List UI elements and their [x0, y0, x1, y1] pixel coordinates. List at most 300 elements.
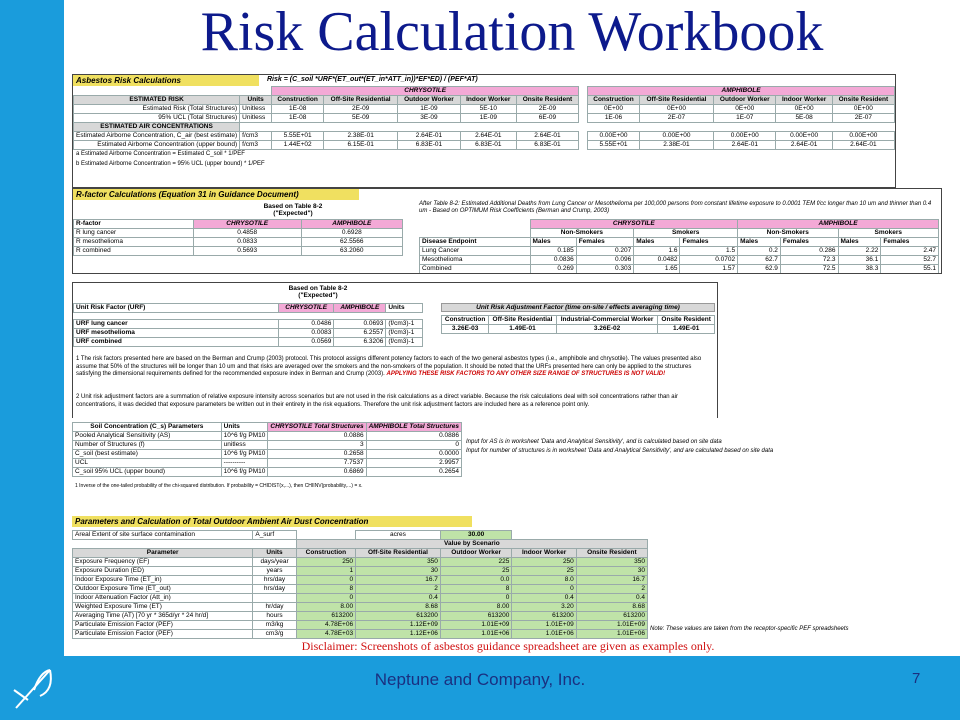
table-cell: 8.0	[512, 576, 576, 585]
table-cell: 0.6869	[268, 468, 366, 477]
table-row	[74, 114, 895, 123]
urf-note-1-warning: APPLYING THESE RISK FACTORS TO ANY OTHER SIZE RANGE OF STRUCTURES IS NOT VALID!	[386, 371, 666, 377]
table-row	[73, 567, 648, 576]
table-cell: Industrial-Commercial Worker	[556, 316, 658, 325]
params-header-row	[73, 549, 648, 558]
table-row	[73, 441, 462, 450]
table-cell: 350	[576, 558, 647, 567]
table-cell: 1E-06	[588, 114, 640, 123]
asbestos-risk-panel	[72, 74, 896, 188]
table-cell: 6.2557	[334, 329, 386, 338]
table-cell: Indoor Worker	[512, 549, 576, 558]
table-cell: Mesothelioma	[420, 256, 531, 265]
table-cell: 1E-07	[714, 114, 776, 123]
table-cell: Parameter	[73, 549, 253, 558]
table-cell: 1.6	[634, 247, 680, 256]
column-header: Off-Site Residential	[639, 96, 713, 105]
column-header: Indoor Worker	[776, 96, 832, 105]
table-row	[73, 621, 648, 630]
table-cell: 2E-07	[832, 114, 894, 123]
table-row	[73, 603, 648, 612]
table-cell: ----------	[221, 459, 268, 468]
asbestos-note-b: b Estimated Airborne Concentration = 95% UCL (upper bound) * 1/PEF	[76, 160, 265, 167]
table-cell: 0.0886	[366, 432, 461, 441]
table-cell: Construction	[442, 316, 489, 325]
table-row	[74, 105, 895, 114]
table-cell: 1.49E-01	[658, 325, 715, 334]
table-cell: 2	[576, 585, 647, 594]
table-cell: 1.01E+06	[440, 630, 511, 639]
soil-input-note: Input for AS is in worksheet 'Data and Analytical Sensitivity', and is calculated based on site data	[466, 439, 722, 445]
table-cell: 2.38E-01	[324, 132, 398, 141]
table-cell: Females	[881, 238, 939, 247]
table-cell: 0E+00	[588, 105, 640, 114]
t82-sub: Non-Smokers	[738, 229, 838, 238]
table-cell: 0.4	[356, 594, 441, 603]
table-cell: 2E-09	[324, 105, 398, 114]
table-cell: Indoor Exposure Time (ET_in)	[73, 576, 253, 585]
table-cell: 2.38E-01	[639, 141, 713, 150]
table-cell: hrs/day	[253, 576, 296, 585]
table-cell: 7.7537	[268, 459, 366, 468]
table-cell: C_soil 95% UCL (upper bound)	[73, 468, 222, 477]
table-cell: 0.269	[530, 265, 576, 274]
t82-sub: Smokers	[838, 229, 939, 238]
table-cell: Unitless	[240, 105, 272, 114]
column-header: Construction	[272, 96, 324, 105]
table-cell: 5E-08	[776, 114, 832, 123]
table-cell: 3.20	[512, 603, 576, 612]
table-cell: C_soil (best estimate)	[73, 450, 222, 459]
table-cell: 10^6 f/g PM10	[221, 468, 268, 477]
urf-col: Units	[386, 304, 423, 313]
table-cell: cm3/g	[253, 630, 296, 639]
table-cell: 250	[512, 558, 576, 567]
table-cell: 30	[576, 567, 647, 576]
table-cell: 0.0083	[279, 329, 334, 338]
table82-title: After Table 8-2: Estimated Additional Deaths from Lung Cancer or Mesothelioma per 100,000 persons from constant lifetime exposure to 0.0001 TEM f/cc longer than 10 um and thinner than 0.4 um - Based on OPTIMUM Risk Coefficients (Berman and Crump, 2003)	[419, 201, 932, 214]
table-cell: hr/day	[253, 603, 296, 612]
table-cell: URF lung cancer	[74, 320, 279, 329]
table-cell: Estimated Airborne Concentration, C_air (best estimate)	[74, 132, 240, 141]
table-cell: 2.64E-01	[776, 141, 832, 150]
table-cell: 0.0693	[334, 320, 386, 329]
table-cell: 0E+00	[832, 105, 894, 114]
table-row	[420, 265, 939, 274]
table-cell: 0.207	[576, 247, 634, 256]
adj-header-row	[442, 316, 715, 325]
table-cell: 0.185	[530, 247, 576, 256]
table-cell: 1E-08	[272, 105, 324, 114]
table-row	[73, 558, 648, 567]
column-header: Off-Site Residential	[324, 96, 398, 105]
table-cell: 0.0486	[279, 320, 334, 329]
soil-input-note	[466, 455, 862, 464]
table-cell: 5E-10	[460, 105, 516, 114]
table-cell: Off-Site Residential	[356, 549, 441, 558]
table-cell: 25	[512, 567, 576, 576]
params-table	[72, 530, 648, 639]
table-cell: 1.65	[634, 265, 680, 274]
t82-amphibole: AMPHIBOLE	[738, 220, 939, 229]
table-cell: 55.1	[881, 265, 939, 274]
table-cell: Outdoor Exposure Time (ET_out)	[73, 585, 253, 594]
table-cell: 0	[296, 576, 355, 585]
urf-note-1-text: 1 The risk factors presented here are based on the Berman and Crump (2003) protocol. This protocol assigns different potency factors to each of the two general asbestos types (i.e., amphibole and chrysotile). The values presented also assume that 50% of the structures will be longer than 10 um and that risks are averaged over the smokers and the non-smokers of the population. It should be noted that the URFs presented here can only be applied to the structures satisfying the dimensional requirements defined for the recommended exposure index in Berman and Crump (2003).	[76, 356, 702, 377]
table-cell: 1.01E+09	[512, 621, 576, 630]
table-cell: 3.26E-03	[442, 325, 489, 334]
table-cell: 3E-09	[398, 114, 460, 123]
table-cell: 0.2654	[366, 468, 461, 477]
table-cell: 0.286	[780, 247, 838, 256]
table-cell: 613200	[296, 612, 355, 621]
table-cell: (f/cm3)-1	[386, 329, 423, 338]
table-cell: 36.1	[838, 256, 881, 265]
table-cell: 10^6 f/g PM10	[221, 432, 268, 441]
table-cell: Females	[680, 238, 738, 247]
soil-footnote: 1 Inverse of the one-tailed probability of the chi-squared distribution. If probability = CHIDIST(x,...), then CHIINV(probability,...) = x.	[75, 483, 363, 489]
table-cell: 8.00	[296, 603, 355, 612]
t82-chrysotile: CHRYSOTILE	[530, 220, 738, 229]
table-cell: 8.00	[440, 603, 511, 612]
table-cell: Females	[780, 238, 838, 247]
table-cell: 613200	[440, 612, 511, 621]
slide-sidebar	[0, 0, 64, 720]
table-cell: 613200	[356, 612, 441, 621]
urf-col: AMPHIBOLE	[334, 304, 386, 313]
table-cell: 0.0833	[193, 238, 301, 247]
table-cell: 2.64E-01	[460, 132, 516, 141]
table-cell: Lung Cancer	[420, 247, 531, 256]
table-row	[74, 132, 895, 141]
table-cell: 0.00E+00	[588, 132, 640, 141]
asbestos-header-row	[74, 96, 895, 105]
table-cell: f/cm3	[240, 141, 272, 150]
table-cell: 72.3	[780, 256, 838, 265]
table-cell: (f/cm3)-1	[386, 338, 423, 347]
soil-label: Soil Concentration (C_s) Parameters	[73, 423, 222, 432]
areal-extent-row	[73, 531, 648, 540]
rfactor-heading: R-factor Calculations (Equation 31 in Guidance Document)	[73, 189, 359, 200]
table-cell: 0	[512, 585, 576, 594]
footer-company: Neptune and Company, Inc.	[374, 670, 586, 689]
table-cell: Combined	[420, 265, 531, 274]
table-row	[73, 468, 462, 477]
table-cell: Units	[253, 549, 296, 558]
table-cell: 613200	[512, 612, 576, 621]
table-cell: 0.5693	[193, 247, 301, 256]
table-cell: 62.5566	[301, 238, 402, 247]
table-cell: 1.57	[680, 265, 738, 274]
table-cell: 0E+00	[714, 105, 776, 114]
table-cell: 1E-09	[460, 114, 516, 123]
table-cell: Exposure Duration (ED)	[73, 567, 253, 576]
table-cell: 0.0886	[268, 432, 366, 441]
t82-sub: Smokers	[634, 229, 738, 238]
table-cell: Particulate Emission Factor (PEF)	[73, 630, 253, 639]
pef-note: Note: These values are taken from the receptor-specific PEF spreadsheets	[650, 626, 849, 632]
rfactor-panel	[72, 188, 942, 274]
soil-col: CHRYSOTILE Total Structures	[268, 423, 366, 432]
by-scenario: Value by Scenario	[296, 540, 647, 549]
table-cell: 0.2658	[268, 450, 366, 459]
table-cell	[253, 594, 296, 603]
urf-based: Based on Table 8-2 ("Expected")	[288, 285, 348, 299]
adj-title: Unit Risk Adjustment Factor (time on-site / effects averaging time)	[441, 303, 715, 312]
adj-table	[441, 315, 715, 334]
table-cell: R-factor	[74, 220, 194, 229]
table-cell: years	[253, 567, 296, 576]
urf-note-2: 2 Unit risk adjustment factors are a summation of relative exposure intensity across scenarios but are not used in the risk calculations as a direct variable. Because the risk calculations deal with soil concentrations rather than air concentrations, it was decided that exposure parameters be written out in their entirety in the risk equations. Therefore the unit risk adjustment factors are included here as a reference point only.	[76, 394, 678, 408]
table-cell: 95% UCL (Total Structures)	[74, 114, 240, 123]
soil-col: Units	[221, 423, 268, 432]
table-cell: Estimated Airborne Concentration (upper bound)	[74, 141, 240, 150]
table-cell: 0.096	[576, 256, 634, 265]
table-row	[73, 450, 462, 459]
soil-col: AMPHIBOLE Total Structures	[366, 423, 461, 432]
table-cell: URF mesothelioma	[74, 329, 279, 338]
column-header: Outdoor Worker	[714, 96, 776, 105]
table-cell: 0.0836	[530, 256, 576, 265]
table-cell: 2.64E-01	[398, 132, 460, 141]
table-cell: 0.0	[440, 576, 511, 585]
table-row	[74, 141, 895, 150]
spreadsheet-screenshots	[72, 74, 944, 652]
table82	[419, 219, 939, 274]
table-cell: acres	[356, 531, 441, 540]
table-cell: (f/cm3)-1	[386, 320, 423, 329]
table-row	[73, 585, 648, 594]
table-row	[73, 630, 648, 639]
table-cell: 1.5	[680, 247, 738, 256]
table-row	[74, 338, 423, 347]
asbestos-heading: Asbestos Risk Calculations	[73, 75, 259, 86]
soil-input-note: Input for number of structures is in worksheet 'Data and Analytical Sensitivity', and are calculated based on site data	[466, 447, 774, 454]
table-row	[74, 320, 423, 329]
chrysotile-group: CHRYSOTILE	[272, 87, 579, 96]
table-cell: 0.00E+00	[714, 132, 776, 141]
soil-table	[72, 422, 462, 477]
table-cell: 0.00E+00	[832, 132, 894, 141]
table-cell: 0.0000	[366, 450, 461, 459]
table-cell: 30	[356, 567, 441, 576]
table-cell: 0.6928	[301, 229, 402, 238]
table-cell: 8	[440, 585, 511, 594]
table-cell: Particulate Emission Factor (PEF)	[73, 621, 253, 630]
areal-value: 30.00	[440, 531, 511, 540]
table-cell: Onsite Resident	[576, 549, 647, 558]
column-header: Onsite Resident	[832, 96, 894, 105]
amphibole-group: AMPHIBOLE	[588, 87, 895, 96]
urf-panel	[72, 282, 718, 432]
table-cell: 6.83E-01	[398, 141, 460, 150]
table-cell: R combined	[74, 247, 194, 256]
table-cell: 16.7	[576, 576, 647, 585]
table-cell: 1.12E+06	[356, 630, 441, 639]
soil-input-note	[466, 464, 862, 473]
urf-label: Unit Risk Factor (URF)	[74, 304, 279, 313]
table-cell: Males	[530, 238, 576, 247]
table-cell: 350	[356, 558, 441, 567]
table-cell: 6.15E-01	[324, 141, 398, 150]
t82-sub: Non-Smokers	[530, 229, 634, 238]
table-cell: 2.22	[838, 247, 881, 256]
table-cell: 0.4858	[193, 229, 301, 238]
table-cell: 72.5	[780, 265, 838, 274]
table-cell: 0	[296, 594, 355, 603]
table-row	[73, 612, 648, 621]
disclaimer: Disclaimer: Screenshots of asbestos guidance spreadsheet are given as examples only.	[301, 639, 715, 653]
table-cell: 250	[296, 558, 355, 567]
table-cell: 1.49E-01	[489, 325, 557, 334]
table-cell: 2	[356, 585, 441, 594]
table-cell: 1E-09	[398, 105, 460, 114]
table-row	[74, 229, 403, 238]
table-cell: R mesothelioma	[74, 238, 194, 247]
column-header: Indoor Worker	[460, 96, 516, 105]
rfactor-table	[73, 219, 403, 256]
table-row	[73, 432, 462, 441]
table-cell: 2.47	[881, 247, 939, 256]
table-row	[420, 247, 939, 256]
table-cell: Construction	[296, 549, 355, 558]
table-cell: 4.78E+03	[296, 630, 355, 639]
risk-formula: Risk = (C_soil *URF*(ET_out*(ET_in*ATT_in))*EF*ED) / (PEF*AT)	[267, 76, 478, 83]
table-cell: 0.00E+00	[776, 132, 832, 141]
table-cell: 5.55E+01	[272, 132, 324, 141]
table-row	[73, 459, 462, 468]
est-risk-heading: ESTIMATED RISK	[74, 96, 240, 105]
params-heading: Parameters and Calculation of Total Outdoor Ambient Air Dust Concentration	[72, 516, 472, 527]
table-cell: 5.55E+01	[588, 141, 640, 150]
table-cell: 1.01E+06	[512, 630, 576, 639]
table-cell: 1E-08	[272, 114, 324, 123]
column-header: Units	[240, 96, 272, 105]
table-cell: Disease Endpoint	[420, 238, 531, 247]
table-cell: Unitless	[240, 114, 272, 123]
table-cell: 52.7	[881, 256, 939, 265]
column-header: Outdoor Worker	[398, 96, 460, 105]
table-cell: 0.303	[576, 265, 634, 274]
table-cell: Averaging Time (AT) [70 yr * 365d/yr * 24 hr/d]	[73, 612, 253, 621]
table-cell: 0.4	[512, 594, 576, 603]
table-cell: Males	[634, 238, 680, 247]
table-cell: UCL	[73, 459, 222, 468]
table-cell: CHRYSOTILE	[193, 220, 301, 229]
table-cell: Onsite Resident	[658, 316, 715, 325]
table-row	[73, 576, 648, 585]
table-cell: Off-Site Residential	[489, 316, 557, 325]
table-cell: 0E+00	[639, 105, 713, 114]
table-cell: Areal Extent of site surface contamination	[73, 531, 253, 540]
table-cell: 0.0702	[680, 256, 738, 265]
table-cell: AMPHIBOLE	[301, 220, 402, 229]
rfactor-header-row	[74, 220, 403, 229]
table-row	[74, 238, 403, 247]
table-cell: 8.68	[576, 603, 647, 612]
table-row	[420, 256, 939, 265]
adj-values-row	[442, 325, 715, 334]
table-cell: 2.9957	[366, 459, 461, 468]
table-cell: 1.12E+09	[356, 621, 441, 630]
table-cell: 1.01E+09	[440, 621, 511, 630]
est-air-heading: ESTIMATED AIR CONCENTRATIONS	[74, 123, 240, 132]
table-cell: 0.00E+00	[639, 132, 713, 141]
table-cell: 62.7	[738, 256, 781, 265]
table-cell: 6.83E-01	[460, 141, 516, 150]
asbestos-note-a: a Estimated Airborne Concentration = Estimated C_soil * 1/PEF	[76, 151, 245, 157]
soil-panel	[72, 418, 862, 498]
table-cell: Estimated Risk (Total Structures)	[74, 105, 240, 114]
table-cell: m3/kg	[253, 621, 296, 630]
table-cell: days/year	[253, 558, 296, 567]
table-cell: 25	[440, 567, 511, 576]
table-cell: 16.7	[356, 576, 441, 585]
table-cell: URF combined	[74, 338, 279, 347]
table-cell: 2E-09	[516, 105, 578, 114]
table-cell: hours	[253, 612, 296, 621]
table-cell: Weighted Exposure Time (ET)	[73, 603, 253, 612]
table-cell: 6.83E-01	[516, 141, 578, 150]
table-cell: 8	[296, 585, 355, 594]
table-cell: 38.3	[838, 265, 881, 274]
table-cell: 0	[366, 441, 461, 450]
table-cell: 2.64E-01	[516, 132, 578, 141]
table-cell: 3.26E-02	[556, 325, 658, 334]
urf-note-1	[73, 355, 715, 380]
table-cell: 63.2060	[301, 247, 402, 256]
slide-title: Risk Calculation Workbook	[200, 1, 824, 63]
table-cell: hrs/day	[253, 585, 296, 594]
table-cell: 0.2	[738, 247, 781, 256]
table-cell: 0	[440, 594, 511, 603]
table-cell: Indoor Attenuation Factor (Att_in)	[73, 594, 253, 603]
table-cell: 5E-09	[324, 114, 398, 123]
table-cell: 8.68	[356, 603, 441, 612]
table-cell: 2.64E-01	[714, 141, 776, 150]
table-row	[73, 594, 648, 603]
table-cell: 613200	[576, 612, 647, 621]
table-cell: 1	[296, 567, 355, 576]
table-cell: Females	[576, 238, 634, 247]
table-cell: 1.01E+09	[576, 621, 647, 630]
table-cell: 0.0569	[279, 338, 334, 347]
table-cell: f/cm3	[240, 132, 272, 141]
table-cell: 225	[440, 558, 511, 567]
column-header: Onsite Resident	[516, 96, 578, 105]
urf-table	[73, 303, 423, 347]
table-row	[74, 247, 403, 256]
soil-input-note	[466, 472, 862, 481]
table-cell: 6.3206	[334, 338, 386, 347]
asbestos-table	[73, 86, 895, 150]
urf-col: CHRYSOTILE	[279, 304, 334, 313]
table-cell: 1.01E+06	[576, 630, 647, 639]
table-cell: 3	[268, 441, 366, 450]
table-row	[74, 329, 423, 338]
table-cell: 2.64E-01	[832, 141, 894, 150]
table-cell: A_surf	[253, 531, 296, 540]
rfactor-based: Based on Table 8-2 ("Expected")	[263, 203, 323, 217]
table-cell: 0E+00	[776, 105, 832, 114]
table-cell: R lung cancer	[74, 229, 194, 238]
table-cell: Outdoor Worker	[440, 549, 511, 558]
table-cell: Number of Structures (f)	[73, 441, 222, 450]
table-cell: 4.78E+06	[296, 621, 355, 630]
table82-header-row	[420, 238, 939, 247]
table-cell: 10^6 f/g PM10	[221, 450, 268, 459]
table-cell: Males	[738, 238, 781, 247]
